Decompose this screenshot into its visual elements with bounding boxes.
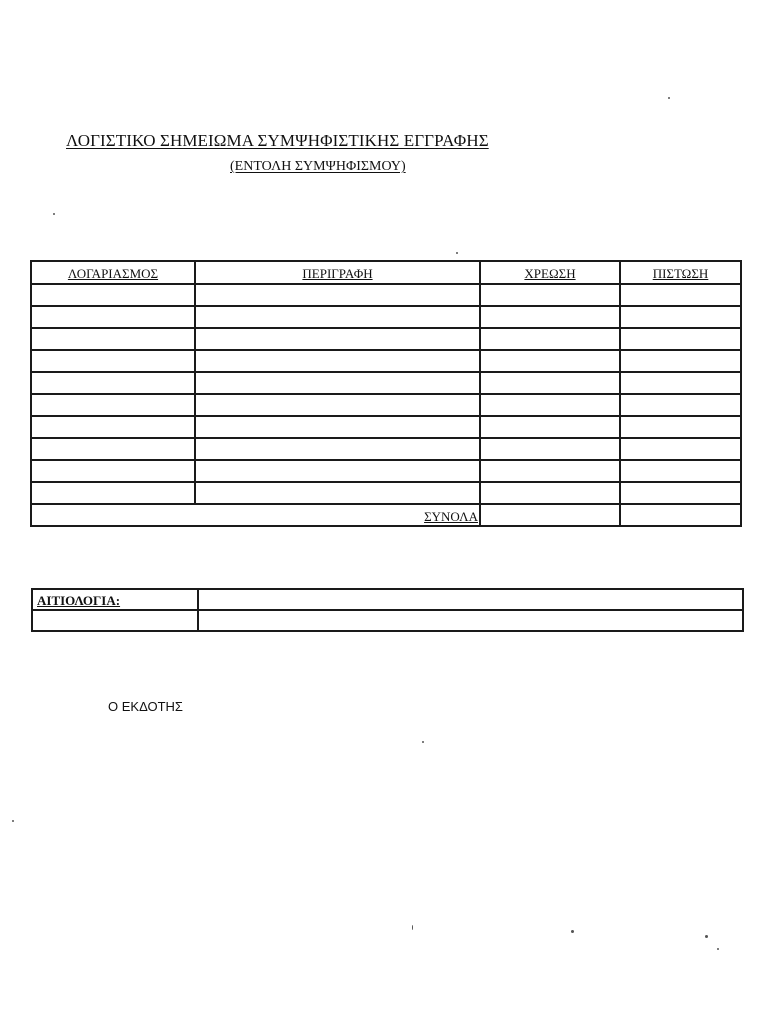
justification-field[interactable]: [198, 589, 743, 610]
description-cell[interactable]: [195, 350, 480, 372]
justification-table: [31, 588, 744, 632]
description-column-header: ΠΕΡΙΓΡΑΦΗ: [195, 261, 480, 284]
scan-speck: [571, 930, 574, 933]
account-cell[interactable]: [31, 306, 195, 328]
justification-field[interactable]: [32, 610, 198, 631]
description-cell[interactable]: [195, 482, 480, 504]
ledger-totals-row: [31, 504, 741, 526]
account-cell[interactable]: [31, 394, 195, 416]
account-cell[interactable]: [31, 372, 195, 394]
credit-cell[interactable]: [620, 482, 741, 504]
ledger-entry-row: [31, 328, 741, 350]
credit-cell[interactable]: [620, 284, 741, 306]
ledger-entry-row: [31, 460, 741, 482]
account-cell[interactable]: [31, 416, 195, 438]
scan-speck: [422, 741, 424, 743]
account-cell[interactable]: [31, 328, 195, 350]
description-cell[interactable]: [195, 394, 480, 416]
debit-cell[interactable]: [480, 482, 620, 504]
account-cell[interactable]: [31, 438, 195, 460]
totals-label: ΣΥΝΟΛΑ: [31, 504, 480, 526]
debit-cell[interactable]: [480, 372, 620, 394]
issuer-label: Ο ΕΚΔΟΤΗΣ: [108, 699, 183, 714]
credit-cell[interactable]: [620, 394, 741, 416]
ledger-header-row: [31, 261, 741, 284]
ledger-entry-row: [31, 416, 741, 438]
ledger-entry-row: [31, 372, 741, 394]
justification-label: ΑΙΤΙΟΛΟΓΙΑ:: [32, 589, 198, 610]
scan-speck: [456, 252, 458, 254]
debit-cell[interactable]: [480, 284, 620, 306]
debit-cell[interactable]: [480, 460, 620, 482]
ledger-entry-row: [31, 394, 741, 416]
debit-column-header: ΧΡΕΩΣΗ: [480, 261, 620, 284]
credit-total-cell[interactable]: [620, 504, 741, 526]
scan-speck: [668, 97, 670, 99]
debit-cell[interactable]: [480, 438, 620, 460]
credit-column-header: ΠΙΣΤΩΣΗ: [620, 261, 741, 284]
credit-cell[interactable]: [620, 350, 741, 372]
document-title: ΛΟΓΙΣΤΙΚΟ ΣΗΜΕΙΩΜΑ ΣΥΜΨΗΦΙΣΤΙΚΗΣ ΕΓΓΡΑΦΗΣ: [66, 131, 489, 150]
ledger-entry-row: [31, 350, 741, 372]
description-cell[interactable]: [195, 438, 480, 460]
justification-row: [32, 610, 743, 631]
debit-cell[interactable]: [480, 394, 620, 416]
ledger-entry-row: [31, 482, 741, 504]
description-cell[interactable]: [195, 284, 480, 306]
account-cell[interactable]: [31, 460, 195, 482]
scan-speck: [12, 820, 14, 822]
justification-row: [32, 589, 743, 610]
credit-cell[interactable]: [620, 460, 741, 482]
scan-speck: [705, 935, 708, 938]
ledger-entry-row: [31, 306, 741, 328]
document-subtitle: (ΕΝΤΟΛΗ ΣΥΜΨΗΦΙΣΜΟΥ): [230, 159, 406, 174]
description-cell[interactable]: [195, 416, 480, 438]
description-cell[interactable]: [195, 372, 480, 394]
account-column-header: ΛΟΓΑΡΙΑΣΜΟΣ: [31, 261, 195, 284]
description-cell[interactable]: [195, 328, 480, 350]
scan-speck: [53, 213, 55, 215]
credit-cell[interactable]: [620, 438, 741, 460]
scan-speck: [717, 948, 719, 950]
account-cell[interactable]: [31, 350, 195, 372]
account-cell[interactable]: [31, 284, 195, 306]
debit-cell[interactable]: [480, 328, 620, 350]
ledger-table: [30, 260, 742, 527]
ledger-entry-row: [31, 438, 741, 460]
account-cell[interactable]: [31, 482, 195, 504]
credit-cell[interactable]: [620, 306, 741, 328]
credit-cell[interactable]: [620, 416, 741, 438]
scan-speck: [412, 925, 413, 930]
debit-cell[interactable]: [480, 306, 620, 328]
description-cell[interactable]: [195, 460, 480, 482]
justification-field[interactable]: [198, 610, 743, 631]
description-cell[interactable]: [195, 306, 480, 328]
debit-cell[interactable]: [480, 350, 620, 372]
debit-total-cell[interactable]: [480, 504, 620, 526]
credit-cell[interactable]: [620, 328, 741, 350]
ledger-entry-row: [31, 284, 741, 306]
debit-cell[interactable]: [480, 416, 620, 438]
credit-cell[interactable]: [620, 372, 741, 394]
